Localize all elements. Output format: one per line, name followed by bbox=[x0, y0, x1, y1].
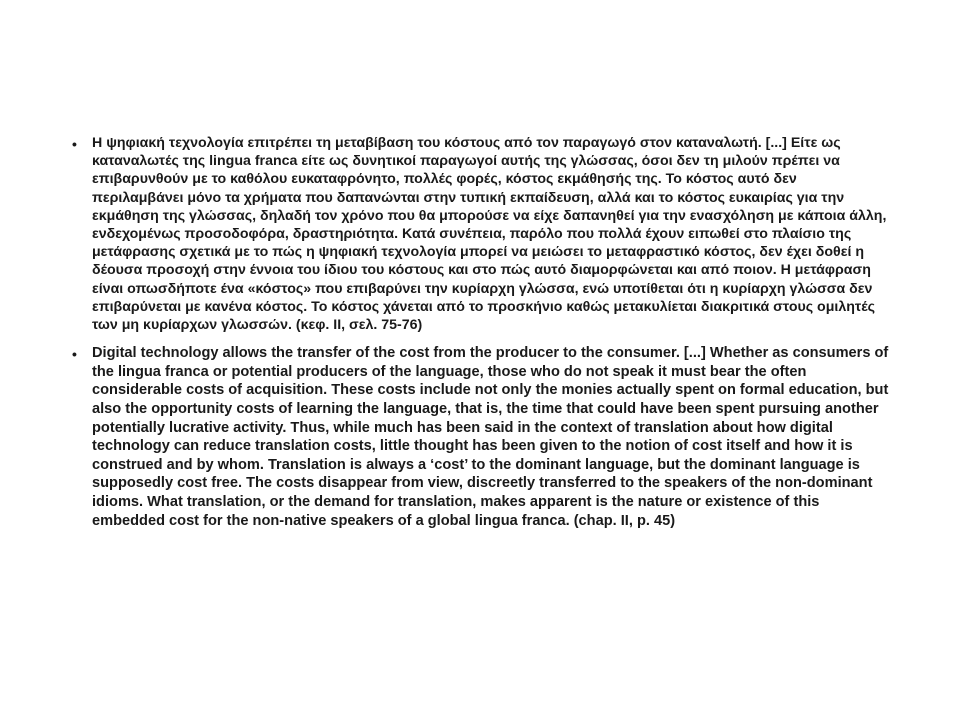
greek-quote-text: Η ψηφιακή τεχνολογία επιτρέπει τη μεταβίβαση του κόστους από τον παραγωγό στον καταναλωτή. [...] Είτε ως καταναλωτές της lingua franca είτε ως δυνητικοί παραγωγοί αυτής της γλώσσας, όσοι δεν τη μιλούν πρέπει να επιβαρυνθούν με το καθόλου ευκαταφρόνητο, πολλές φορές, κόστος εκμάθησής της. Το κόστος αυτό δεν περιλαμβάνει μόνο τα χρήματα που δαπανώνται στην τυπική εκπαίδευση, αλλά και το κόστος ευκαιρίας για την εκμάθηση της γλώσσας, δηλαδή τον χρόνο που θα μπορούσε να είχε δαπανηθεί για την ενασχόληση με κάποια άλλη, ενδεχομένως προσοδοφόρα, δραστηριότητα. Κατά συνέπεια, παρόλο που πολλά έχουν ειπωθεί στο πλαίσιο της μετάφρασης σχετικά με το πώς η ψηφιακή τεχνολογία μπορεί να μειώσει το μεταφραστικό κόστος, δεν έχει δοθεί η δέουσα προσοχή στην έννοια του ίδιου του κόστους και στο πώς αυτό διαμορφώνεται και από ποιον. Η μετάφραση είναι οπωσδήποτε ένα «κόστος» που επιβαρύνει την κυρίαρχη γλώσσα, ενώ υποτίθεται ότι η κυρίαρχη γλώσσα δεν επιβαρύνεται με κανένα κόστος. Το κόστος χάνεται από το προσκήνιο καθώς μετακυλίεται διακριτικά στους ομιλητές των μη κυρίαρχων γλωσσών. (κεφ. ΙΙ, σελ. 75-76) bbox=[92, 135, 887, 334]
bullet-list bbox=[70, 134, 892, 540]
bullet-item-greek bbox=[70, 134, 892, 334]
english-quote-text: Digital technology allows the transfer of the cost from the producer to the consumer. [...] Whether as consumers of the lingua franca or potential producers of the language, those who do not speak it must bear the often considerable costs of acquisition. These costs include not only the monies actually spent on formal education, but also the opportunity costs of learning the language, that is, the time that could have been spent pursuing another potentially lucrative activity. Thus, while much has been said in the context of translation about how digital technology can reduce translation costs, little thought has been given to the notion of cost itself and how it is construed and by whom. Translation is always a ‘cost’ to the dominant language, but the dominant language is supposedly cost free. The costs disappear from view, discreetly transferred to the speakers of the non-dominant idioms. What translation, or the demand for translation, makes apparent is the nature or existence of this embedded cost for the non-native speakers of a global lingua franca. (chap. II, p. 45) bbox=[92, 345, 889, 529]
bullet-marker: • bbox=[72, 136, 77, 152]
bullet-item-english bbox=[70, 344, 892, 530]
bullet-marker: • bbox=[72, 346, 77, 363]
